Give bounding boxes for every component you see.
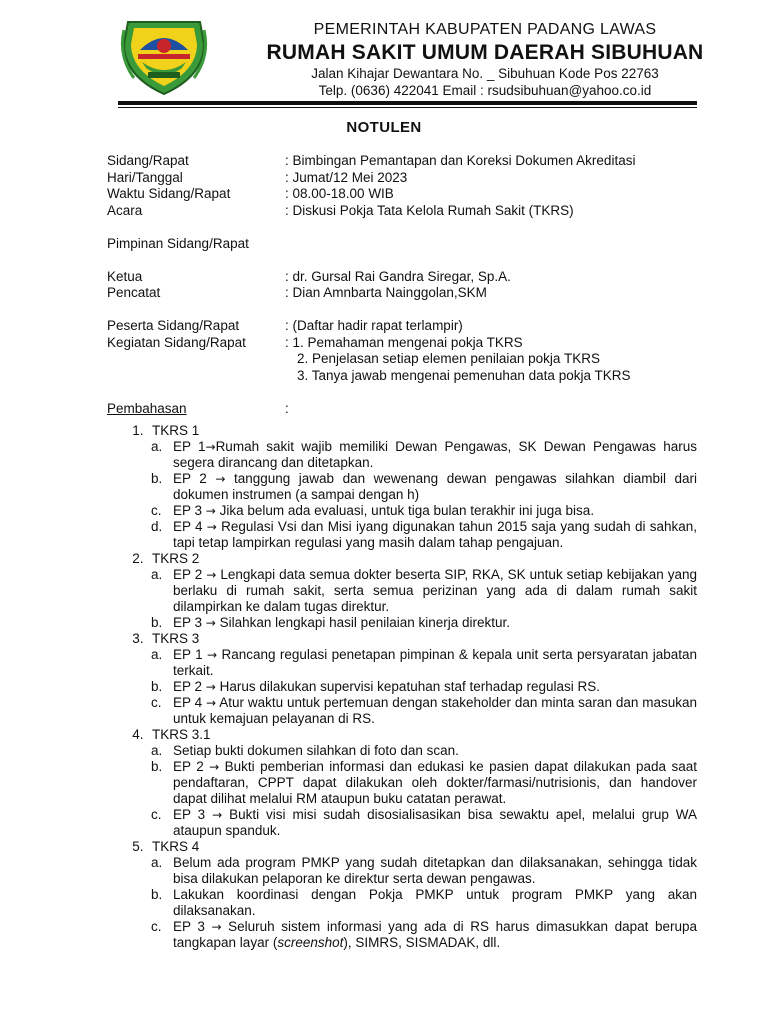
kegiatan-item: 2. Penjelasan setiap elemen penilaian pokja TKRS	[297, 351, 600, 366]
letterhead	[215, 20, 755, 99]
item-text: EP 2 → tanggung jawab dan wewenang dewan pengawas silahkan diambil dari dokumen instrumen (a sampai dengan h)	[173, 471, 697, 502]
arrow-right-icon: →	[215, 472, 226, 486]
item-letter: b.	[151, 615, 163, 630]
hospital-contact: Telp. (0636) 422041 Email : rsudsibuhuan@yahoo.co.id	[318, 83, 652, 98]
arrow-right-icon: →	[207, 648, 218, 662]
kegiatan-item: : 1. Pemahaman mengenai pokja TKRS	[285, 334, 523, 350]
arrow-right-icon: →	[205, 680, 216, 694]
field-peserta	[107, 318, 707, 335]
discussion-item	[151, 695, 697, 727]
document-title: NOTULEN	[346, 119, 422, 136]
arrow-right-icon: →	[205, 504, 216, 518]
item-letter: c.	[151, 695, 162, 710]
arrow-right-icon: →	[206, 520, 217, 534]
discussion-item	[151, 503, 697, 519]
field-label: Hari/Tanggal	[107, 169, 183, 185]
field-label: Pencatat	[107, 285, 161, 300]
item-letter: a.	[151, 855, 163, 870]
section-title: TKRS 4	[152, 839, 200, 854]
arrow-right-icon: →	[205, 440, 216, 454]
arrow-right-icon: →	[212, 808, 223, 822]
arrow-right-icon: →	[206, 568, 217, 582]
item-letter: d.	[151, 519, 163, 534]
discussion-item	[151, 919, 697, 951]
field-label: Peserta Sidang/Rapat	[107, 318, 240, 333]
field-waktu	[107, 186, 707, 203]
discussion-section	[107, 631, 697, 647]
field-label: Kegiatan Sidang/Rapat	[107, 334, 246, 350]
arrow-right-icon: →	[206, 696, 217, 710]
field-ketua	[107, 269, 707, 286]
discussion-item	[151, 855, 697, 887]
item-text: Lakukan koordinasi dengan Pokja PMKP untuk program PMKP yang akan dilaksanakan.	[173, 887, 697, 918]
item-text: EP 3 → Seluruh sistem informasi yang ada di RS harus dimasukkan dapat berupa tangkapan layar (screenshot), SIMRS, SISMADAK, dll.	[173, 919, 697, 950]
section-number: 3.	[132, 631, 151, 646]
discussion-section	[107, 423, 697, 439]
item-letter: a.	[151, 647, 163, 662]
discussion-item	[151, 647, 697, 679]
field-value: : (Daftar hadir rapat terlampir)	[285, 318, 463, 333]
item-text: EP 3 → Jika belum ada evaluasi, untuk tiga bulan terakhir ini juga bisa.	[173, 503, 595, 518]
discussion-list	[107, 423, 697, 951]
field-sidang	[107, 153, 707, 170]
field-label: Ketua	[107, 268, 143, 284]
item-letter: b.	[151, 679, 163, 694]
discussion-item	[151, 807, 697, 839]
field-acara	[107, 203, 707, 220]
field-value-list	[285, 335, 707, 385]
discussion-section	[107, 727, 697, 743]
discussion-item	[151, 567, 697, 615]
field-kegiatan	[107, 335, 707, 385]
item-letter: b.	[151, 759, 163, 774]
discussion-item	[151, 519, 697, 551]
discussion-item	[151, 759, 697, 807]
hospital-name: RUMAH SAKIT UMUM DAERAH SIBUHUAN	[266, 41, 704, 64]
meeting-fields	[107, 153, 707, 417]
discussion-item	[151, 679, 697, 695]
section-title: TKRS 3.1	[152, 727, 211, 742]
discussion-item	[151, 743, 697, 759]
arrow-right-icon: →	[211, 920, 222, 934]
field-pencatat	[107, 285, 707, 302]
item-letter: a.	[151, 743, 163, 758]
letterhead-rule-thin	[118, 107, 697, 108]
hospital-address: Jalan Kihajar Dewantara No. _ Sibuhuan Kode Pos 22763	[311, 66, 659, 81]
item-text: EP 1 → Rancang regulasi penetapan pimpinan & kepala unit serta persyaratan jabatan terkait.	[173, 647, 697, 678]
arrow-right-icon: →	[205, 616, 216, 630]
section-number: 1.	[132, 423, 151, 438]
field-value: : Jumat/12 Mei 2023	[285, 169, 408, 185]
discussion-item	[151, 887, 697, 919]
field-tanggal	[107, 170, 707, 187]
discussion-item	[151, 615, 697, 631]
section-number: 2.	[132, 551, 151, 566]
item-italic: screenshot	[277, 935, 344, 950]
field-pembahasan	[107, 401, 707, 418]
item-text: EP 4 → Regulasi Vsi dan Misi iyang digunakan tahun 2015 saja yang sudah di sahkan, tapi tetap lampirkan regulasi yang masih dalam tahap pengajuan.	[173, 519, 697, 550]
item-text: EP 2 → Harus dilakukan supervisi kepatuhan staf terhadap regulasi RS.	[173, 679, 601, 694]
item-text: EP 4 → Atur waktu untuk pertemuan dengan stakeholder dan minta saran dan masukan untuk kemajuan pelayanan di RS.	[173, 695, 697, 726]
field-label: Sidang/Rapat	[107, 153, 189, 168]
item-text: Setiap bukti dokumen silahkan di foto dan scan.	[173, 743, 459, 758]
discussion-item	[151, 439, 697, 471]
field-value: : Bimbingan Pemantapan dan Koreksi Dokumen Akreditasi	[285, 153, 636, 168]
discussion-section	[107, 839, 697, 855]
discussion-section	[107, 551, 697, 567]
section-title: TKRS 1	[152, 423, 200, 438]
field-label: Pembahasan	[107, 400, 187, 416]
kegiatan-item: 3. Tanya jawab mengenai pemenuhan data pokja TKRS	[297, 367, 631, 383]
field-pimpinan	[107, 236, 707, 253]
letterhead-rule-thick	[118, 101, 697, 105]
item-letter: b.	[151, 471, 163, 486]
item-text: EP 2 → Bukti pemberian informasi dan edukasi ke pasien dapat dilakukan pada saat pendaftaran, CPPT dapat dilakukan oleh dokter/farmasi/nutrisionis, dan handover dapat dilihat melalui RM ataupun buku catatan perawat.	[173, 759, 697, 806]
item-letter: a.	[151, 439, 163, 454]
section-number: 4.	[132, 727, 151, 742]
item-text: EP 3 → Bukti visi misi sudah disosialisasikan bisa sewaktu apel, melalui grup WA ataupun spanduk.	[173, 807, 698, 838]
item-text: Belum ada program PMKP yang sudah ditetapkan dan dilaksanakan, sehingga tidak bisa dilakukan pelaporan ke direktur serta dewan pengawas.	[173, 855, 697, 886]
item-letter: a.	[151, 567, 163, 582]
section-title: TKRS 3	[152, 631, 200, 646]
item-letter: c.	[151, 503, 162, 518]
item-text: EP 3 → Silahkan lengkapi hasil penilaian kinerja direktur.	[173, 615, 511, 630]
discussion-item	[151, 471, 697, 503]
field-label: Acara	[107, 202, 143, 218]
field-label: Pimpinan Sidang/Rapat	[107, 235, 249, 251]
item-letter: c.	[151, 807, 162, 822]
field-value: : Dian Amnbarta Nainggolan,SKM	[285, 285, 487, 300]
item-letter: c.	[151, 919, 162, 934]
field-value: :	[285, 400, 289, 416]
section-title: TKRS 2	[152, 551, 200, 566]
field-label: Waktu Sidang/Rapat	[107, 186, 231, 201]
arrow-right-icon: →	[209, 760, 220, 774]
item-text: EP 2 → Lengkapi data semua dokter beserta SIP, RKA, SK untuk setiap kebijakan yang berlaku di rumah sakit, serta semua perizinan yang ada di dalam rumah sakit dilampirkan ke dalam tugas direktur.	[173, 567, 697, 614]
field-value: : 08.00-18.00 WIB	[285, 186, 394, 201]
item-letter: b.	[151, 887, 163, 902]
government-name: PEMERINTAH KABUPATEN PADANG LAWAS	[313, 21, 657, 38]
field-value: : dr. Gursal Rai Gandra Siregar, Sp.A.	[285, 268, 511, 284]
field-value: : Diskusi Pokja Tata Kelola Rumah Sakit (TKRS)	[285, 202, 574, 218]
item-text: EP 1→Rumah sakit wajib memiliki Dewan Pengawas, SK Dewan Pengawas harus segera dirancang dan ditetapkan.	[173, 439, 697, 470]
regency-crest-icon	[120, 16, 208, 96]
section-number: 5.	[132, 839, 151, 854]
